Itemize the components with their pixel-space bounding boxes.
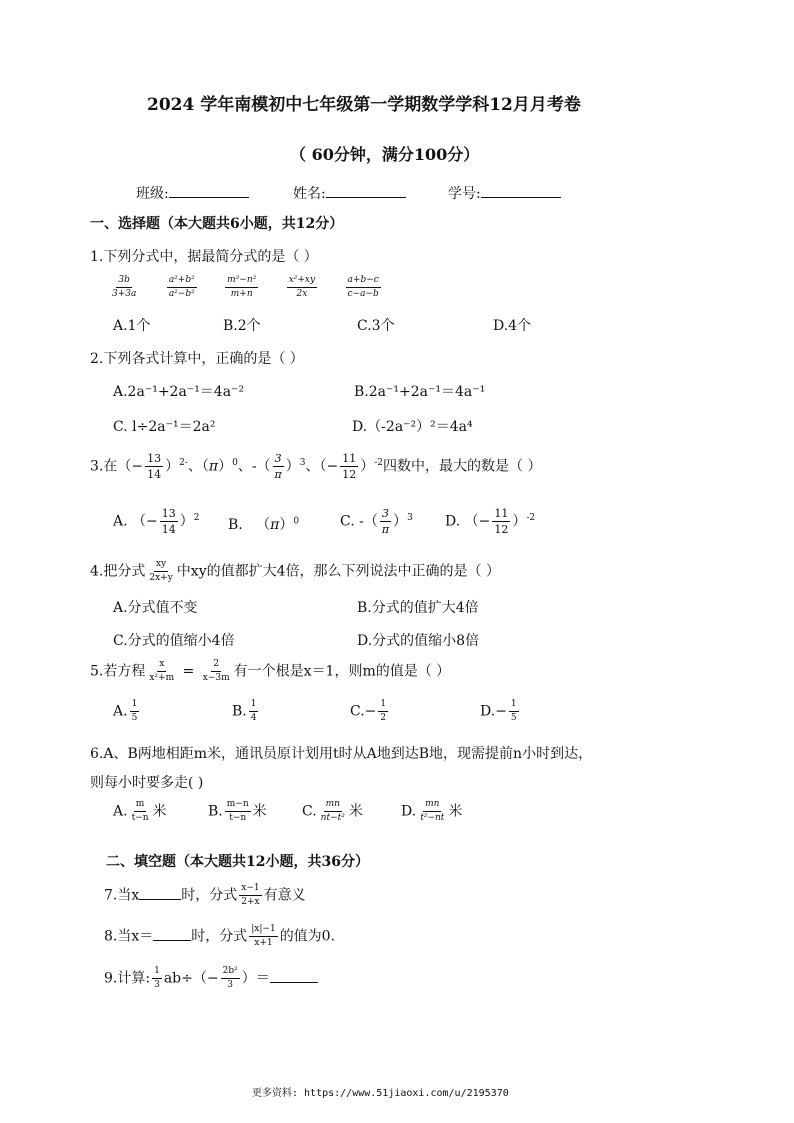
q9-fraction-1	[152, 967, 162, 990]
q9-mid: ab÷（−	[163, 970, 219, 987]
q5-opt-a-num: 1	[130, 700, 140, 712]
question-3-stem: 3.在（− $\frac{13}{14}$ ）$^{2-}$、$(\pi)^0$、-（ $\frac{3}{\pi}$ ）$^3$、（− $\frac{11}{12}$ ）$^{-2}$四数中，最大的数是（ ）	[90, 452, 542, 481]
q4-option-d: D.分式的值缩小8倍	[357, 633, 480, 649]
q7-fraction	[239, 884, 261, 907]
name-blank	[326, 197, 406, 198]
q9-prefix: 9.计算:	[104, 970, 151, 987]
q6-opt-a-num: m	[134, 800, 147, 812]
q5-suffix: 有一个根是x＝1，则m的值是（ ）	[233, 663, 451, 680]
question-8	[104, 925, 335, 948]
q6-opt-c-num: mn	[324, 800, 342, 812]
q8-frac-num: |x|−1	[249, 925, 277, 937]
q3-fraction-2	[273, 453, 284, 480]
q5-f2-den: x−3m	[202, 673, 230, 683]
fraction-5	[346, 276, 381, 299]
q3-f1-den: 14	[147, 468, 162, 481]
q3-opt-c-num: 3	[381, 507, 389, 520]
q3-opt-a-label: A.	[113, 513, 128, 530]
q3-opt-a-num: 13	[161, 507, 176, 520]
question-1-stem: 1.下列分式中，据最简分式的是（ ）	[90, 249, 318, 265]
q4-suffix: 中xy的值都扩大4倍，那么下列说法中正确的是（ ）	[176, 563, 500, 580]
q6-opt-d-label: D.	[401, 803, 417, 820]
fraction-2-num: a²+b²	[167, 276, 197, 288]
name-label: 姓名:	[293, 186, 326, 202]
q5-fraction-1	[147, 660, 176, 683]
q3-option-b: B. $(\pi)^0$	[228, 516, 300, 533]
question-2-stem: 2.下列各式计算中，正确的是（ ）	[90, 351, 304, 367]
q5-opt-c-den: 2	[380, 713, 387, 723]
q3-opt-c-fraction	[380, 508, 391, 535]
q5-opt-c-num: 1	[378, 700, 388, 712]
q6-opt-a-label: A.	[113, 803, 128, 820]
q3-fraction-1	[145, 453, 163, 480]
page-title: 2024 学年南模初中七年级第一学期数学学科12月月考卷	[147, 95, 581, 115]
q6-opt-c-unit: 米	[348, 803, 363, 820]
q5-opt-d-den: 5	[510, 713, 517, 723]
q3-f2-num: 3	[274, 452, 282, 465]
fraction-1-den: 3+3a	[112, 289, 137, 299]
student-id-field	[448, 183, 561, 203]
q8-frac-den: x+1	[254, 938, 273, 948]
q3-opt-a-minus: −	[146, 513, 158, 530]
q7-answer-blank[interactable]	[139, 899, 181, 900]
q3-exp-4: -2	[374, 457, 384, 468]
footer-link[interactable]: 更多资料: https://www.51jiaoxi.com/u/2195370	[252, 1088, 509, 1099]
fraction-3	[225, 276, 258, 299]
name-field	[293, 183, 406, 203]
q3-suffix: 四数中，最大的数是（ ）	[383, 458, 542, 475]
q8-mid: 时，分式	[191, 928, 248, 945]
class-label: 班级:	[136, 186, 169, 202]
q3-opt-b-label: B.	[228, 517, 243, 533]
q2-option-b: B.2a⁻¹+2a⁻¹＝4a⁻¹	[354, 384, 486, 400]
q3-exp-3: 3	[299, 457, 306, 468]
q5-opt-c-fraction	[378, 700, 388, 723]
q5-f2-num: 2	[211, 660, 221, 672]
q5-opt-c-label: C.	[350, 703, 365, 720]
fraction-1	[110, 276, 138, 299]
q5-option-b	[232, 700, 260, 723]
fraction-2-den: a²−b²	[168, 289, 195, 299]
q5-equals: =	[182, 663, 195, 680]
q6-opt-a-den: t−n	[131, 813, 149, 823]
q4-frac-den: 2x+y	[149, 573, 173, 583]
q4-fraction	[147, 560, 174, 583]
q3-option-a: A. （− $\frac{13}{14}$ ）$^2$	[113, 507, 200, 536]
q5-opt-d-label: D.	[480, 703, 496, 720]
q5-opt-b-label: B.	[232, 703, 247, 720]
q6-opt-c-fraction	[319, 800, 347, 823]
q4-option-b: B.分式的值扩大4倍	[357, 600, 479, 616]
q6-opt-b-label: B.	[208, 803, 223, 820]
q3-exp-2: 0	[232, 457, 238, 468]
q8-prefix: 8.当x＝	[104, 928, 154, 945]
q4-option-a: A.分式值不变	[113, 600, 198, 616]
q3-option-d: D. （− $\frac{11}{12}$ ）$^{-2}$	[445, 507, 536, 536]
fraction-5-num: a+b−c	[346, 276, 381, 288]
q3-option-c: C. -（ $\frac{3}{\pi}$ ）$^3$	[340, 507, 413, 536]
q6-opt-b-fraction	[225, 800, 251, 823]
q1-option-b: B.2个	[223, 318, 261, 334]
q5-prefix: 5.若方程	[90, 663, 146, 680]
q3-f3-num: 11	[342, 452, 357, 465]
q3-minus-1: −	[131, 458, 144, 475]
q1-option-a: A.1个	[113, 318, 151, 334]
q6-opt-d-unit: 米	[448, 803, 463, 820]
q2-option-d: D.（-2a⁻²）²＝4a⁴	[352, 419, 473, 435]
q3-opt-d-exp: -2	[526, 512, 536, 523]
q3-opt-d-minus: −	[478, 513, 491, 530]
q7-mid: 时，分式	[181, 887, 238, 904]
q4-prefix: 4.把分式	[90, 563, 146, 580]
q3-opt-d-num: 11	[494, 507, 509, 520]
q6-opt-d-fraction	[418, 800, 446, 823]
q6-opt-d-num: mn	[423, 800, 441, 812]
question-7	[104, 884, 306, 907]
q5-opt-c-sign: −	[364, 703, 377, 720]
id-label: 学号:	[448, 186, 481, 202]
q3-opt-a-exp: 2	[193, 512, 200, 523]
q3-f1-num: 13	[147, 452, 162, 465]
q7-suffix: 有意义	[263, 887, 306, 904]
question-5-stem	[90, 660, 450, 683]
q3-opt-a-fraction	[160, 508, 178, 535]
q8-fraction	[249, 925, 277, 948]
fraction-4-den: 2x	[296, 289, 308, 299]
q3-f3-den: 12	[342, 468, 357, 481]
q3-sep-3: 、	[305, 458, 320, 475]
q3-pi-1: π	[208, 458, 219, 475]
q9-f2-num: 2b²	[221, 967, 240, 979]
q3-opt-c-exp: 3	[407, 512, 413, 523]
q8-answer-blank[interactable]	[153, 940, 191, 941]
q6-opt-b-den: t−n	[229, 813, 247, 823]
q5-option-a	[113, 700, 141, 723]
fraction-3-den: m+n	[230, 289, 253, 299]
q3-opt-d-den: 12	[494, 523, 509, 536]
exam-subtitle: （ 60分钟，满分100分）	[290, 145, 480, 164]
q6-option-a	[113, 800, 167, 823]
q3-sep-2: 、	[237, 458, 252, 475]
q7-frac-den: 2+x	[241, 897, 260, 907]
fraction-1-num: 3b	[116, 276, 132, 288]
q3-prefix: 3.在	[90, 458, 118, 475]
fraction-2	[167, 276, 197, 299]
q5-opt-a-fraction	[130, 700, 140, 723]
q5-option-d	[480, 700, 521, 723]
q3-minus-2: −	[326, 458, 339, 475]
q5-opt-a-label: A.	[113, 703, 128, 720]
class-field	[136, 183, 249, 203]
q3-opt-b-pi: π	[270, 517, 280, 533]
q5-fraction-2	[201, 660, 232, 683]
q2-option-a: A.2a⁻¹+2a⁻¹＝4a⁻²	[113, 384, 245, 400]
q3-opt-c-label: C.	[340, 513, 355, 530]
q9-f1-num: 1	[152, 967, 162, 979]
q5-opt-b-num: 1	[249, 700, 259, 712]
q9-f2-den: 3	[227, 980, 234, 990]
question-1-fraction-list	[108, 276, 383, 299]
section-1-title: 一、选择题（本大题共6小题，共12分）	[90, 216, 344, 232]
q3-opt-a-den: 14	[161, 523, 176, 536]
class-blank	[169, 197, 249, 198]
q6-opt-c-label: C.	[302, 803, 317, 820]
q6-opt-a-fraction	[130, 800, 151, 823]
q3-f2-den: π	[274, 468, 282, 481]
question-4-stem	[90, 560, 500, 583]
q7-frac-num: x−1	[239, 884, 261, 896]
q5-opt-b-fraction	[249, 700, 259, 723]
q5-f1-den: x²+m	[149, 673, 175, 683]
q1-option-d: D.4个	[493, 318, 532, 334]
section-2-title: 二、填空题（本大题共12小题，共36分）	[106, 854, 369, 870]
q7-prefix: 7.当x	[104, 887, 140, 904]
q5-opt-d-fraction	[509, 700, 519, 723]
id-blank	[481, 197, 561, 198]
q3-opt-d-label: D.	[445, 513, 461, 530]
q3-opt-c-den: π	[381, 523, 390, 536]
q4-frac-num: xy	[154, 560, 168, 572]
fraction-5-den: c−a−b	[347, 289, 379, 299]
q4-option-c: C.分式的值缩小4倍	[113, 633, 235, 649]
question-6-line-2: 则每小时要多走( )	[90, 775, 204, 791]
q6-option-c	[302, 800, 363, 823]
q6-opt-c-den: nt−t²	[320, 813, 345, 823]
q5-opt-b-den: 4	[250, 713, 257, 723]
q6-opt-a-unit: 米	[152, 803, 167, 820]
q9-fraction-2	[221, 967, 240, 990]
question-9	[104, 967, 318, 990]
q5-opt-a-den: 5	[131, 713, 138, 723]
q9-answer-blank[interactable]	[270, 982, 318, 983]
q9-suffix: ）＝	[241, 970, 270, 987]
q1-option-c: C.3个	[357, 318, 395, 334]
q8-suffix: 的值为0.	[279, 928, 336, 945]
q3-opt-b-exp: 0	[293, 516, 300, 527]
q3-opt-d-fraction	[492, 508, 510, 535]
q5-opt-d-num: 1	[509, 700, 519, 712]
q6-opt-b-unit: 米	[252, 803, 267, 820]
question-6-line-1: 6.A、B两地相距m米，通讯员原计划用t时从A地到达B地，现需提前n小时到达，	[90, 746, 593, 762]
q6-option-b	[208, 800, 267, 823]
fraction-4	[287, 276, 317, 299]
q3-exp-1: 2-	[179, 457, 188, 468]
q5-opt-d-sign: −	[495, 703, 507, 720]
fraction-3-num: m²−n²	[225, 276, 258, 288]
q6-opt-d-den: t²−nt	[420, 813, 445, 823]
q9-f1-den: 3	[154, 980, 160, 990]
q3-fraction-3	[340, 453, 358, 480]
fraction-4-num: x²+xy	[287, 276, 317, 288]
q5-f1-num: x	[157, 660, 166, 672]
q3-sep-1: 、	[187, 458, 202, 475]
q6-option-d	[401, 800, 462, 823]
q2-option-c: C. l÷2a⁻¹＝2a²	[113, 419, 216, 435]
q5-option-c	[350, 700, 390, 723]
q6-opt-b-num: m−n	[225, 800, 251, 812]
